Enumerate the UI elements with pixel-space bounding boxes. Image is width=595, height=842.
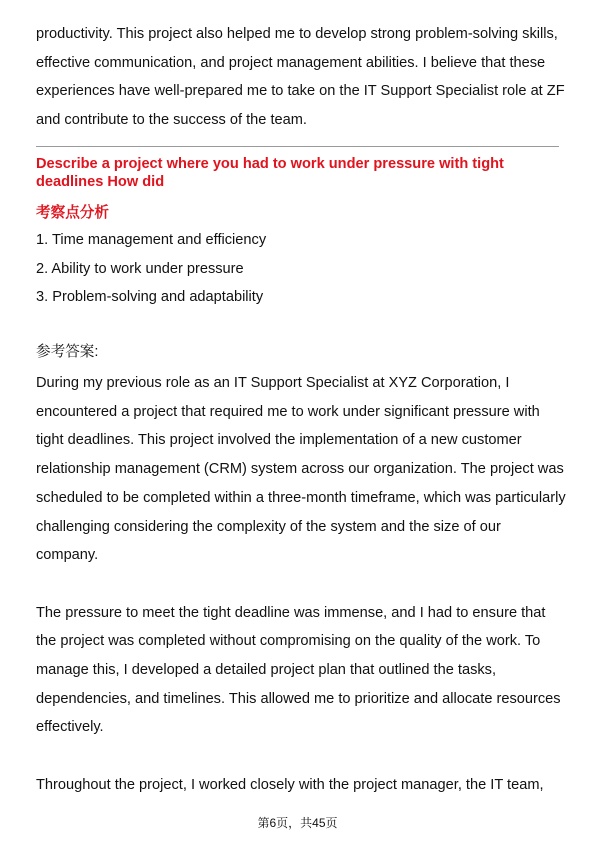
intro-line: effective communication, and project management abilities. I believe that these [36,54,546,71]
page-number: 第6页，共45页 [257,816,338,830]
analysis-point: 1. Time management and efficiency [36,232,267,248]
question-title-line: deadlines How did [36,173,165,190]
question-title-line: Describe a project where you had to work under pressure with tight [36,156,504,172]
intro-line: productivity. This project also helped me to develop strong problem-solving skills, [36,26,558,42]
answer-line: the project was completed without compromising on the quality of the work. To [36,633,541,650]
answer-line: company. [36,547,99,564]
answer-line: challenging considering the complexity of the system and the size of our [36,518,501,535]
analysis-point: 3. Problem-solving and adaptability [36,289,264,306]
analysis-points [36,226,266,312]
answer-line: The pressure to meet the tight deadline was immense, and I had to ensure that [36,604,546,621]
answer-line: encountered a project that required me to work under significant pressure with [36,403,540,420]
answer-blank-line [36,570,566,599]
answer-line: Throughout the project, I worked closely with the project manager, the IT team, [36,776,544,793]
answer-line: dependencies, and timelines. This allowed me to prioritize and allocate resources [36,690,561,707]
intro-paragraph [36,20,565,135]
answer-line: manage this, I developed a detailed project plan that outlined the tasks, [36,662,497,679]
answer-body [36,369,566,800]
analysis-label: 考察点分析 [36,205,109,221]
intro-line: experiences have well-prepared me to take on the IT Support Specialist role at ZF [36,83,565,100]
answer-label: 参考答案: [36,344,99,360]
intro-line: and contribute to the success of the team. [36,112,307,129]
answer-blank-line [36,742,566,771]
answer-line: During my previous role as an IT Support Specialist at XYZ Corporation, I [36,375,510,391]
answer-line: relationship management (CRM) system across our organization. The project was [36,461,564,478]
question-title [36,156,559,191]
answer-line: scheduled to be completed within a three-month timeframe, which was particularly [36,489,566,506]
analysis-point: 2. Ability to work under pressure [36,260,244,277]
section-divider [36,146,559,147]
answer-line: tight deadlines. This project involved the implementation of a new customer [36,432,522,449]
answer-line: effectively. [36,719,104,736]
